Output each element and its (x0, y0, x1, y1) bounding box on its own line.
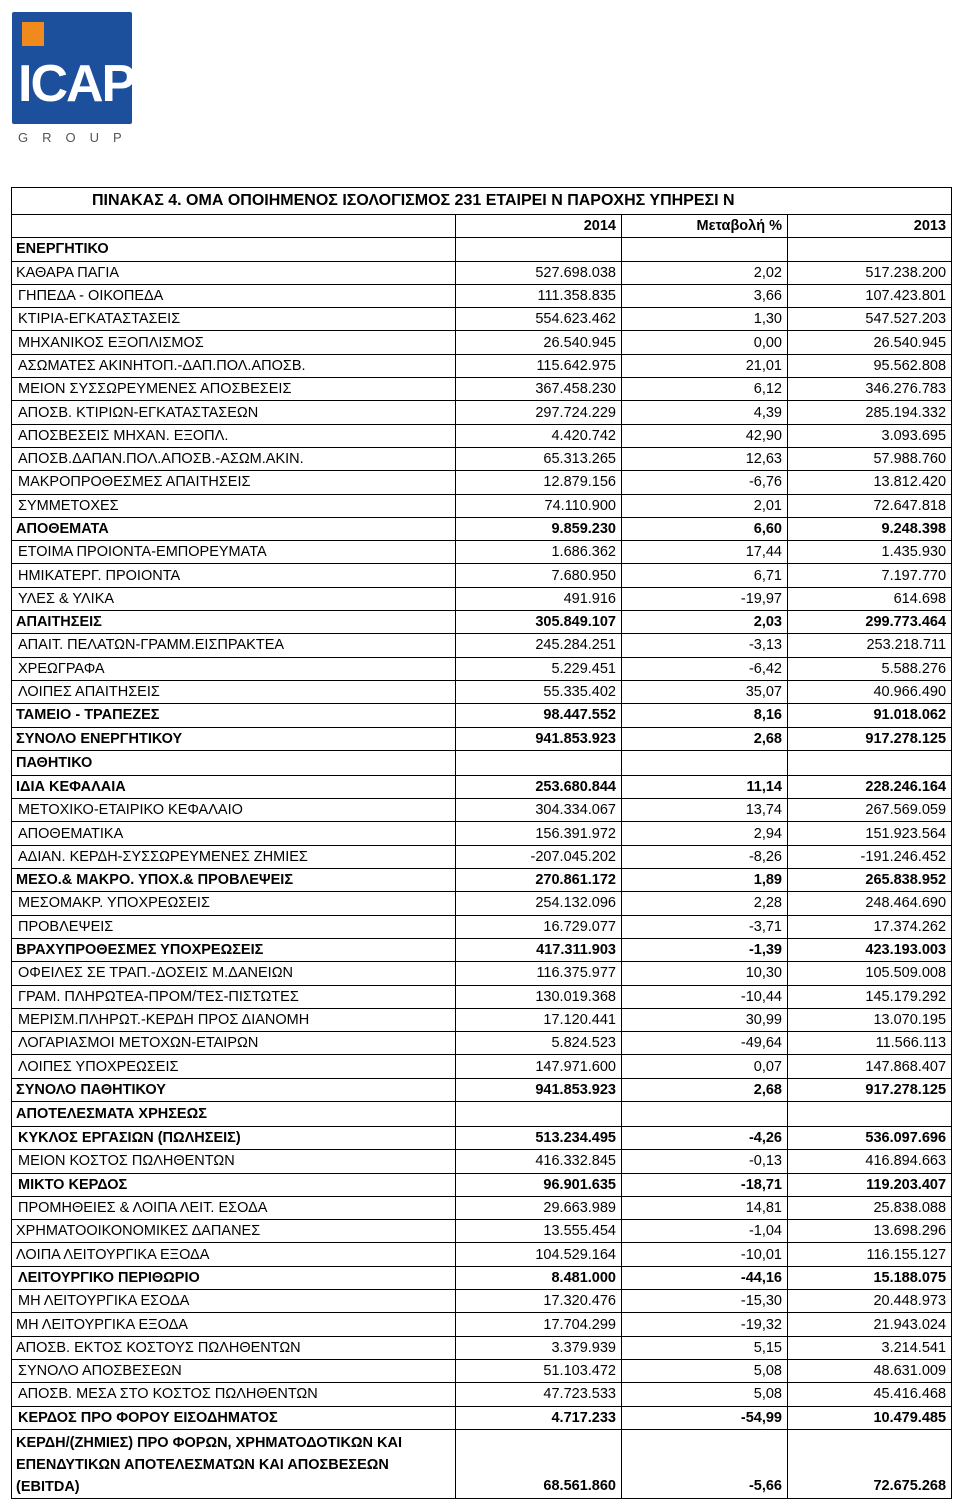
row-value-2014: 115.642.975 (456, 354, 622, 377)
header-change: Μεταβολή % (622, 215, 788, 238)
row-label: ΕΤΟΙΜΑ ΠΡΟΙΟΝΤΑ-ΕΜΠΟΡΕΥΜΑΤΑ (12, 541, 456, 564)
row-value-2014: 29.663.989 (456, 1196, 622, 1219)
row-change-pct: 2,01 (622, 494, 788, 517)
row-value-2013: 253.218.711 (788, 634, 952, 657)
header-2013: 2013 (788, 215, 952, 238)
row-value-2013: 119.203.407 (788, 1173, 952, 1196)
row-value-2014: 4.717.233 (456, 1406, 622, 1429)
row-change-pct: 5,08 (622, 1383, 788, 1406)
row-value-2013: 423.193.003 (788, 938, 952, 961)
table-row (12, 1406, 952, 1429)
row-label: ΣΥΝΟΛΟ ΑΠΟΣΒΕΣΕΩΝ (12, 1359, 456, 1382)
row-change-pct: -54,99 (622, 1406, 788, 1429)
row-value-2013: 17.374.262 (788, 915, 952, 938)
row-value-2013: 48.631.009 (788, 1359, 952, 1382)
row-change-pct: 17,44 (622, 541, 788, 564)
row-value-2014: 8.481.000 (456, 1266, 622, 1289)
table-row (12, 845, 952, 868)
header-label-cell (12, 215, 456, 238)
row-label: ΓΗΠΕΔΑ - ΟΙΚΟΠΕΔΑ (12, 284, 456, 307)
row-value-2014: 17.120.441 (456, 1008, 622, 1031)
row-value-2014: 5.229.451 (456, 657, 622, 680)
row-label: ΕΝΕΡΓΗΤΙΚΟ (12, 238, 456, 261)
row-value-2014: 65.313.265 (456, 447, 622, 470)
row-value-2013: 3.093.695 (788, 424, 952, 447)
row-value-2013: 15.188.075 (788, 1266, 952, 1289)
row-change-pct: 30,99 (622, 1008, 788, 1031)
row-value-2013: 151.923.564 (788, 822, 952, 845)
table-row (12, 1196, 952, 1219)
row-value-2013: 5.588.276 (788, 657, 952, 680)
row-value-2014: 941.853.923 (456, 727, 622, 750)
row-value-2013: 416.894.663 (788, 1150, 952, 1173)
row-value-2013: 517.238.200 (788, 261, 952, 284)
row-change-pct: 2,03 (622, 611, 788, 634)
row-value-2013: 147.868.407 (788, 1055, 952, 1078)
row-label: ΓΡΑΜ. ΠΛΗΡΩΤΕΑ-ΠΡΟΜ/ΤΕΣ-ΠΙΣΤΩΤΕΣ (12, 985, 456, 1008)
row-change-pct: -3,71 (622, 915, 788, 938)
row-change-pct: 1,30 (622, 308, 788, 331)
row-label: ΜΕΣΟΜΑΚΡ. ΥΠΟΧΡΕΩΣΕΙΣ (12, 892, 456, 915)
row-label: ΑΠΑΙΤ. ΠΕΛΑΤΩΝ-ΓΡΑΜΜ.ΕΙΣΠΡΑΚΤΕΑ (12, 634, 456, 657)
table-row (12, 447, 952, 470)
table-row (12, 775, 952, 798)
row-change-pct: -49,64 (622, 1032, 788, 1055)
row-value-2013: 116.155.127 (788, 1243, 952, 1266)
row-label: ΒΡΑΧΥΠΡΟΘΕΣΜΕΣ ΥΠΟΧΡΕΩΣΕΙΣ (12, 938, 456, 961)
row-change-pct: 14,81 (622, 1196, 788, 1219)
row-label: ΜΗ ΛΕΙΤΟΥΡΓΙΚΑ ΕΣΟΔΑ (12, 1290, 456, 1313)
row-change-pct: 0,07 (622, 1055, 788, 1078)
row-change-pct: -6,42 (622, 657, 788, 680)
row-label: ΜΑΚΡΟΠΡΟΘΕΣΜΕΣ ΑΠΑΙΤΗΣΕΙΣ (12, 471, 456, 494)
table-row (12, 378, 952, 401)
row-label: ΛΕΙΤΟΥΡΓΙΚΟ ΠΕΡΙΘΩΡΙΟ (12, 1266, 456, 1289)
row-value-2014: 491.916 (456, 587, 622, 610)
row-change-pct: 2,68 (622, 727, 788, 750)
row-value-2013: 10.479.485 (788, 1406, 952, 1429)
row-value-2014: 47.723.533 (456, 1383, 622, 1406)
row-value-2014: 16.729.077 (456, 915, 622, 938)
table-row (12, 401, 952, 424)
row-change-pct: -6,76 (622, 471, 788, 494)
table-row (12, 1101, 952, 1126)
row-value-2014: 17.704.299 (456, 1313, 622, 1336)
row-label: ΜΕΙΟΝ ΚΟΣΤΟΣ ΠΩΛΗΘΕΝΤΩΝ (12, 1150, 456, 1173)
row-value-2013: 299.773.464 (788, 611, 952, 634)
row-value-2014: 305.849.107 (456, 611, 622, 634)
row-change-pct: 11,14 (622, 775, 788, 798)
row-change-pct: -3,13 (622, 634, 788, 657)
row-label: ΛΟΙΠΕΣ ΑΠΑΙΤΗΣΕΙΣ (12, 680, 456, 703)
row-label: ΣΥΜΜΕΤΟΧΕΣ (12, 494, 456, 517)
row-label: ΚΑΘΑΡΑ ΠΑΓΙΑ (12, 261, 456, 284)
row-value-2014: 98.447.552 (456, 704, 622, 727)
table-row (12, 938, 952, 961)
table-row (12, 1055, 952, 1078)
row-value-2014: 104.529.164 (456, 1243, 622, 1266)
row-value-2013: 11.566.113 (788, 1032, 952, 1055)
row-value-2014: -207.045.202 (456, 845, 622, 868)
row-label: ΜΕΤΟΧΙΚΟ-ΕΤΑΙΡΙΚΟ ΚΕΦΑΛΑΙΟ (12, 799, 456, 822)
table-row (12, 1220, 952, 1243)
table-row (12, 1078, 952, 1101)
table-row (12, 822, 952, 845)
table-row (12, 915, 952, 938)
row-label: ΑΠΟΣΒ.ΔΑΠΑΝ.ΠΟΛ.ΑΠΟΣΒ.-ΑΣΩΜ.ΑΚΙΝ. (12, 447, 456, 470)
table-row (12, 634, 952, 657)
row-value-2014: 26.540.945 (456, 331, 622, 354)
row-value-2013: 72.647.818 (788, 494, 952, 517)
row-value-2014: 4.420.742 (456, 424, 622, 447)
row-value-2014: 17.320.476 (456, 1290, 622, 1313)
row-label: ΛΟΙΠΑ ΛΕΙΤΟΥΡΓΙΚΑ ΕΞΟΔΑ (12, 1243, 456, 1266)
row-change-pct: -15,30 (622, 1290, 788, 1313)
table-row (12, 1336, 952, 1359)
table-row (12, 750, 952, 775)
row-change-pct: -8,26 (622, 845, 788, 868)
row-label: ΜΕΡΙΣΜ.ΠΛΗΡΩΤ.-ΚΕΡΔΗ ΠΡΟΣ ΔΙΑΝΟΜΗ (12, 1008, 456, 1031)
row-value-2013: 917.278.125 (788, 727, 952, 750)
row-change-pct: -1,04 (622, 1220, 788, 1243)
row-change-pct: -0,13 (622, 1150, 788, 1173)
table-row (12, 962, 952, 985)
row-label: ΜΕΣΟ.& ΜΑΚΡΟ. ΥΠΟΧ.& ΠΡΟΒΛΕΨΕΙΣ (12, 869, 456, 892)
table-row (12, 1126, 952, 1149)
row-value-2013: 917.278.125 (788, 1078, 952, 1101)
row-value-2013: 91.018.062 (788, 704, 952, 727)
row-value-2013: 346.276.783 (788, 378, 952, 401)
row-label: ΚΤΙΡΙΑ-ΕΓΚΑΤΑΣΤΑΣΕΙΣ (12, 308, 456, 331)
table-row (12, 331, 952, 354)
row-change-pct: 21,01 (622, 354, 788, 377)
row-value-2013: 3.214.541 (788, 1336, 952, 1359)
row-change-pct: -10,01 (622, 1243, 788, 1266)
table-row (12, 1032, 952, 1055)
row-value-2013: 248.464.690 (788, 892, 952, 915)
row-label: ΑΠΟΣΒ. ΚΤΙΡΙΩΝ-ΕΓΚΑΤΑΣΤΑΣΕΩΝ (12, 401, 456, 424)
row-value-2014: 417.311.903 (456, 938, 622, 961)
row-label: ΑΠΟΣΒ. ΕΚΤΟΣ ΚΟΣΤΟΥΣ ΠΩΛΗΘΕΝΤΩΝ (12, 1336, 456, 1359)
row-change-pct: -1,39 (622, 938, 788, 961)
table-row (12, 308, 952, 331)
row-value-2014: 254.132.096 (456, 892, 622, 915)
row-label: ΚΕΡΔΟΣ ΠΡΟ ΦΟΡΟΥ ΕΙΣΟΔΗΜΑΤΟΣ (12, 1406, 456, 1429)
row-label: ΧΡΕΩΓΡΑΦΑ (12, 657, 456, 680)
table-row (12, 517, 952, 540)
table-row (12, 1429, 952, 1498)
table-row (12, 892, 952, 915)
row-label: ΣΥΝΟΛΟ ΠΑΘΗΤΙΚΟΥ (12, 1078, 456, 1101)
row-value-2014: 147.971.600 (456, 1055, 622, 1078)
row-label: ΠΡΟΜΗΘΕΙΕΣ & ΛΟΙΠΑ ΛΕΙΤ. ΕΣΟΔΑ (12, 1196, 456, 1219)
row-label: ΑΣΩΜΑΤΕΣ ΑΚΙΝΗΤΟΠ.-ΔΑΠ.ΠΟΛ.ΑΠΟΣΒ. (12, 354, 456, 377)
row-value-2014: 9.859.230 (456, 517, 622, 540)
table-row (12, 1383, 952, 1406)
row-value-2013 (788, 238, 952, 261)
table-title-row (12, 188, 952, 215)
table-row (12, 354, 952, 377)
logo-wordmark: ICAP (18, 55, 135, 113)
row-value-2014: 554.623.462 (456, 308, 622, 331)
row-change-pct: 1,89 (622, 869, 788, 892)
row-value-2013: 26.540.945 (788, 331, 952, 354)
row-value-2013: 95.562.808 (788, 354, 952, 377)
table-row (12, 1290, 952, 1313)
row-value-2013 (788, 750, 952, 775)
row-value-2013: 13.698.296 (788, 1220, 952, 1243)
row-change-pct: -18,71 (622, 1173, 788, 1196)
row-change-pct: 2,94 (622, 822, 788, 845)
row-value-2014 (456, 238, 622, 261)
row-change-pct: 35,07 (622, 680, 788, 703)
table-row (12, 799, 952, 822)
row-label: ΜΙΚΤΟ ΚΕΡΔΟΣ (12, 1173, 456, 1196)
row-value-2013: 7.197.770 (788, 564, 952, 587)
row-change-pct: 0,00 (622, 331, 788, 354)
row-label: ΑΠΟΤΕΛΕΣΜΑΤΑ ΧΡΗΣΕΩΣ (12, 1101, 456, 1126)
row-change-pct: -19,32 (622, 1313, 788, 1336)
table-row (12, 238, 952, 261)
row-value-2013: 13.812.420 (788, 471, 952, 494)
row-value-2013: 72.675.268 (788, 1429, 952, 1498)
row-value-2014: 367.458.230 (456, 378, 622, 401)
logo-group-text: GROUP (18, 130, 136, 145)
row-value-2014: 527.698.038 (456, 261, 622, 284)
row-value-2013: 21.943.024 (788, 1313, 952, 1336)
row-value-2013: 107.423.801 (788, 284, 952, 307)
row-label: ΑΠΑΙΤΗΣΕΙΣ (12, 611, 456, 634)
row-change-pct: 2,28 (622, 892, 788, 915)
row-label: ΠΡΟΒΛΕΨΕΙΣ (12, 915, 456, 938)
row-label: ΥΛΕΣ & ΥΛΙΚΑ (12, 587, 456, 610)
row-change-pct: 2,02 (622, 261, 788, 284)
row-value-2014: 156.391.972 (456, 822, 622, 845)
row-value-2013: 547.527.203 (788, 308, 952, 331)
table-row (12, 869, 952, 892)
table-row (12, 284, 952, 307)
table-row (12, 611, 952, 634)
row-value-2013: 13.070.195 (788, 1008, 952, 1031)
row-change-pct: 42,90 (622, 424, 788, 447)
row-change-pct: 10,30 (622, 962, 788, 985)
row-change-pct: -10,44 (622, 985, 788, 1008)
row-value-2013: 285.194.332 (788, 401, 952, 424)
row-label: ΧΡΗΜΑΤΟΟΙΚΟΝΟΜΙΚΕΣ ΔΑΠΑΝΕΣ (12, 1220, 456, 1243)
table-row (12, 680, 952, 703)
row-change-pct: 5,08 (622, 1359, 788, 1382)
table-title: ΠΙΝΑΚΑΣ 4. ΟΜΑ ΟΠΟΙΗΜΕΝΟΣ ΙΣΟΛΟΓΙΣΜΟΣ 231 ΕΤΑΙΡΕΙ Ν ΠΑΡΟΧΗΣ ΥΠΗΡΕΣΙ Ν (12, 188, 952, 215)
table-row (12, 587, 952, 610)
row-label: ΑΠΟΘΕΜΑΤΑ (12, 517, 456, 540)
row-change-pct: 6,12 (622, 378, 788, 401)
row-label: ΗΜΙΚΑΤΕΡΓ. ΠΡΟΙΟΝΤΑ (12, 564, 456, 587)
row-value-2013: 45.416.468 (788, 1383, 952, 1406)
balance-sheet-table (11, 187, 952, 1499)
row-change-pct: 13,74 (622, 799, 788, 822)
row-value-2013: 536.097.696 (788, 1126, 952, 1149)
row-value-2013: 20.448.973 (788, 1290, 952, 1313)
row-value-2014: 13.555.454 (456, 1220, 622, 1243)
row-value-2013: 267.569.059 (788, 799, 952, 822)
row-value-2014: 416.332.845 (456, 1150, 622, 1173)
table-row (12, 985, 952, 1008)
table-row (12, 1173, 952, 1196)
logo-accent-square (22, 22, 44, 46)
row-change-pct: -5,66 (622, 1429, 788, 1498)
table-row (12, 1359, 952, 1382)
row-value-2014: 245.284.251 (456, 634, 622, 657)
table-row (12, 1313, 952, 1336)
row-change-pct: -19,97 (622, 587, 788, 610)
row-value-2014: 304.334.067 (456, 799, 622, 822)
row-value-2013: -191.246.452 (788, 845, 952, 868)
row-label: ΣΥΝΟΛΟ ΕΝΕΡΓΗΤΙΚΟΥ (12, 727, 456, 750)
row-value-2014: 96.901.635 (456, 1173, 622, 1196)
row-value-2013: 1.435.930 (788, 541, 952, 564)
row-value-2013: 40.966.490 (788, 680, 952, 703)
row-label: ΑΠΟΘΕΜΑΤΙΚΑ (12, 822, 456, 845)
row-value-2013: 9.248.398 (788, 517, 952, 540)
table-row (12, 564, 952, 587)
row-change-pct: 6,60 (622, 517, 788, 540)
row-value-2014 (456, 750, 622, 775)
row-value-2014: 1.686.362 (456, 541, 622, 564)
row-value-2014: 297.724.229 (456, 401, 622, 424)
row-label: ΑΔΙΑΝ. ΚΕΡΔΗ-ΣΥΣΣΩΡΕΥΜΕΝΕΣ ΖΗΜΙΕΣ (12, 845, 456, 868)
row-change-pct (622, 1101, 788, 1126)
row-change-pct: -44,16 (622, 1266, 788, 1289)
row-label: ΤΑΜΕΙΟ - ΤΡΑΠΕΖΕΣ (12, 704, 456, 727)
row-value-2014: 3.379.939 (456, 1336, 622, 1359)
row-value-2014: 7.680.950 (456, 564, 622, 587)
row-value-2014: 5.824.523 (456, 1032, 622, 1055)
table-row (12, 657, 952, 680)
row-label: ΛΟΙΠΕΣ ΥΠΟΧΡΕΩΣΕΙΣ (12, 1055, 456, 1078)
row-label: ΙΔΙΑ ΚΕΦΑΛΑΙΑ (12, 775, 456, 798)
row-value-2014: 74.110.900 (456, 494, 622, 517)
row-value-2014: 270.861.172 (456, 869, 622, 892)
row-value-2014: 116.375.977 (456, 962, 622, 985)
row-label: ΑΠΟΣΒ. ΜΕΣΑ ΣΤΟ ΚΟΣΤΟΣ ΠΩΛΗΘΕΝΤΩΝ (12, 1383, 456, 1406)
table-row (12, 541, 952, 564)
table-row (12, 1008, 952, 1031)
row-change-pct: 3,66 (622, 284, 788, 307)
row-change-pct: 2,68 (622, 1078, 788, 1101)
row-label: ΛΟΓΑΡΙΑΣΜΟΙ ΜΕΤΟΧΩΝ-ΕΤΑΙΡΩΝ (12, 1032, 456, 1055)
table-row (12, 727, 952, 750)
row-label: ΟΦΕΙΛΕΣ ΣΕ ΤΡΑΠ.-ΔΟΣΕΙΣ Μ.ΔΑΝΕΙΩΝ (12, 962, 456, 985)
table-row (12, 1150, 952, 1173)
row-value-2014: 68.561.860 (456, 1429, 622, 1498)
row-value-2013: 145.179.292 (788, 985, 952, 1008)
row-label: ΜΗΧΑΝΙΚΟΣ ΕΞΟΠΛΙΣΜΟΣ (12, 331, 456, 354)
row-value-2014: 111.358.835 (456, 284, 622, 307)
table-row (12, 424, 952, 447)
row-label: ΠΑΘΗΤΙΚΟ (12, 750, 456, 775)
table-header-row (12, 215, 952, 238)
row-value-2013: 265.838.952 (788, 869, 952, 892)
table-row (12, 261, 952, 284)
row-label: ΑΠΟΣΒΕΣΕΙΣ ΜΗΧΑΝ. ΕΞΟΠΛ. (12, 424, 456, 447)
row-change-pct: 8,16 (622, 704, 788, 727)
row-value-2014: 513.234.495 (456, 1126, 622, 1149)
row-change-pct: 5,15 (622, 1336, 788, 1359)
row-value-2014: 941.853.923 (456, 1078, 622, 1101)
row-value-2014 (456, 1101, 622, 1126)
icap-logo (12, 12, 134, 152)
table-row (12, 494, 952, 517)
row-value-2014: 253.680.844 (456, 775, 622, 798)
table-row (12, 1243, 952, 1266)
row-change-pct: 12,63 (622, 447, 788, 470)
row-value-2013: 57.988.760 (788, 447, 952, 470)
row-value-2014: 55.335.402 (456, 680, 622, 703)
row-label: ΚΕΡΔΗ/(ΖΗΜΙΕΣ) ΠΡΟ ΦΟΡΩΝ, ΧΡΗΜΑΤΟΔΟΤΙΚΩΝ ΚΑΙ ΕΠΕΝΔΥΤΙΚΩΝ ΑΠΟΤΕΛΕΣΜΑΤΩΝ ΚΑΙ ΑΠΟΣΒΕΣΕΩΝ (EBITDA) (12, 1429, 456, 1498)
row-change-pct (622, 750, 788, 775)
table-row (12, 471, 952, 494)
row-value-2014: 130.019.368 (456, 985, 622, 1008)
row-label: ΜΗ ΛΕΙΤΟΥΡΓΙΚΑ ΕΞΟΔΑ (12, 1313, 456, 1336)
row-value-2013: 614.698 (788, 587, 952, 610)
row-label: ΜΕΙΟΝ ΣΥΣΣΩΡΕΥΜΕΝΕΣ ΑΠΟΣΒΕΣΕΙΣ (12, 378, 456, 401)
row-change-pct (622, 238, 788, 261)
row-change-pct: -4,26 (622, 1126, 788, 1149)
row-value-2014: 12.879.156 (456, 471, 622, 494)
table-row (12, 1266, 952, 1289)
row-value-2013 (788, 1101, 952, 1126)
row-value-2013: 105.509.008 (788, 962, 952, 985)
row-change-pct: 6,71 (622, 564, 788, 587)
table-row (12, 704, 952, 727)
row-value-2013: 228.246.164 (788, 775, 952, 798)
row-value-2013: 25.838.088 (788, 1196, 952, 1219)
row-change-pct: 4,39 (622, 401, 788, 424)
row-label: ΚΥΚΛΟΣ ΕΡΓΑΣΙΩΝ (ΠΩΛΗΣΕΙΣ) (12, 1126, 456, 1149)
header-2014: 2014 (456, 215, 622, 238)
row-value-2014: 51.103.472 (456, 1359, 622, 1382)
